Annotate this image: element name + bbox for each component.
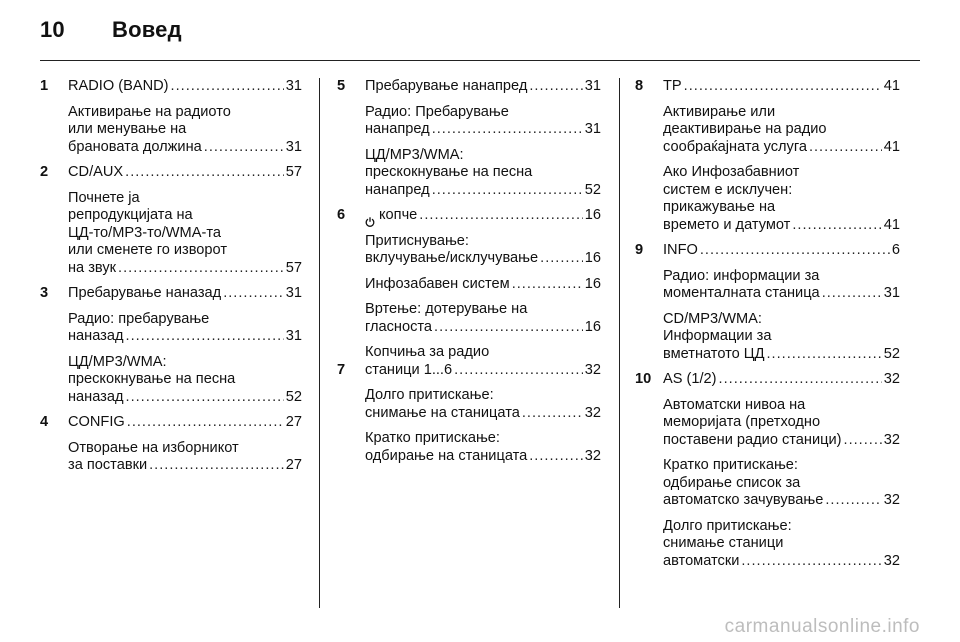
toc-line: [663, 199, 900, 217]
toc-sub-entry: [663, 457, 900, 510]
leader-dots: [719, 371, 882, 389]
toc-line-with-page: [68, 389, 302, 407]
toc-sub-entry: [68, 104, 302, 157]
leader-dots: [684, 78, 882, 96]
page-ref[interactable]: 32: [883, 492, 900, 508]
watermark-logo: carmanualsonline.info: [724, 616, 920, 637]
page-ref[interactable]: 52: [285, 388, 302, 405]
entry-text: ЦД/MP3/WMA:: [365, 146, 464, 163]
entry-text: одбирање список за: [663, 474, 801, 491]
toc-line-with-page: [68, 285, 302, 303]
entry-text: гласноста: [365, 318, 433, 335]
entry-text: INFO: [663, 242, 698, 258]
toc-line: [365, 147, 601, 165]
toc-line: [663, 414, 900, 432]
toc-entry-8: [635, 78, 900, 234]
toc-entry-head: [40, 285, 302, 303]
toc-line: [365, 233, 601, 251]
entry-text: Пребарување наназад: [68, 285, 222, 301]
toc-line: [663, 164, 900, 182]
page-ref[interactable]: 32: [883, 431, 900, 448]
entry-text: CD/MP3/WMA:: [663, 310, 762, 327]
leader-dots: [844, 432, 882, 450]
entry-text: AS (1/2): [663, 371, 717, 387]
toc-line-with-page: [663, 492, 900, 510]
entry-text: Долго притискање:: [365, 387, 494, 403]
toc-line-with-page: [365, 121, 601, 139]
leader-dots: [512, 276, 583, 294]
toc-column-1: [40, 78, 302, 483]
entry-text: Радио: пребарување: [68, 310, 210, 327]
entry-text: Отворање на изборникот: [68, 439, 239, 456]
entry-number: 1: [40, 78, 49, 94]
page-ref[interactable]: 32: [883, 371, 900, 387]
toc-line: [68, 311, 302, 329]
toc-line: [68, 354, 302, 372]
entry-body: [68, 285, 302, 303]
page-ref[interactable]: 32: [584, 447, 601, 464]
entry-text: сообраќајната услуга: [663, 138, 807, 155]
toc-line: [365, 387, 601, 405]
power-icon: [365, 215, 375, 225]
entry-text: автоматско зачувување: [663, 492, 824, 508]
entry-number: 7: [337, 361, 346, 378]
entry-text: Ако Инфозабавниот: [663, 164, 800, 180]
entry-number: 4: [40, 414, 49, 430]
entry-body: [663, 371, 900, 389]
page-ref[interactable]: 31: [285, 285, 302, 301]
toc-column-2: [337, 78, 601, 473]
leader-dots: [223, 285, 284, 303]
page-ref[interactable]: 52: [883, 345, 900, 362]
page-ref[interactable]: 32: [584, 361, 601, 378]
toc-line: [663, 182, 900, 200]
toc-entry-3: [40, 285, 302, 406]
entry-text: Радио: Пребарување: [365, 103, 509, 120]
toc-line: [68, 242, 302, 260]
leader-dots: [825, 492, 881, 510]
page-ref[interactable]: 16: [584, 207, 601, 223]
toc-line: [68, 225, 302, 243]
toc-entry-head: [635, 242, 900, 260]
page-title: Вовед: [112, 17, 182, 42]
entry-text: копче: [379, 207, 418, 223]
entry-text: времето и датумот: [663, 216, 791, 233]
entry-text: репродукцијата на: [68, 207, 193, 223]
toc-line-with-page: [663, 371, 900, 389]
entry-text: Притиснување:: [365, 232, 469, 249]
entry-text: наназад: [68, 388, 124, 405]
toc-line-with-page: [68, 457, 302, 475]
entry-text: снимање станици: [663, 535, 784, 551]
entry-text: Вртење: дотерување на: [365, 301, 528, 317]
leader-dots: [700, 242, 890, 260]
toc-line: [68, 207, 302, 225]
toc-entry-9: [635, 242, 900, 363]
header-rule: [40, 60, 920, 61]
entry-body: [68, 164, 302, 182]
toc-line: [663, 457, 900, 475]
entry-body: [663, 78, 900, 96]
toc-sub-entry: [68, 190, 302, 278]
toc-entry-head: [40, 164, 302, 182]
leader-dots: [432, 182, 583, 200]
leader-dots: [118, 260, 284, 278]
toc-sub-entry: [365, 276, 601, 294]
toc-sub-entry: [365, 387, 601, 422]
entry-text: прикажување на: [663, 199, 776, 215]
entry-text: ЦД/MP3/WMA:: [68, 353, 167, 370]
toc-line: [663, 104, 900, 122]
entry-number: 6: [337, 207, 346, 223]
entry-number: 2: [40, 164, 49, 180]
page-ref[interactable]: 16: [584, 275, 601, 292]
entry-text: на звук: [68, 259, 117, 276]
page-ref[interactable]: 31: [285, 78, 302, 94]
entry-text: моменталната станица: [663, 285, 820, 301]
page-ref[interactable]: 57: [285, 164, 302, 180]
leader-dots: [809, 139, 882, 157]
page-ref[interactable]: 31: [285, 328, 302, 344]
leader-dots: [741, 553, 881, 571]
entry-text: Активирање на радиото: [68, 103, 231, 120]
entry-text: вклучување/исклучување: [365, 250, 539, 266]
toc-line-with-page: [68, 414, 302, 432]
toc-line-with-page: [663, 139, 900, 157]
entry-text: прескокнување на песна: [365, 164, 533, 180]
toc-line-with-page: [663, 285, 900, 303]
toc-sub-entry: [663, 268, 900, 303]
entry-text: вметнатото ЦД: [663, 345, 765, 362]
toc-line-with-page: [365, 319, 601, 337]
toc-line-with-page: [365, 78, 601, 96]
entry-text: ЦД-то/MP3-то/WMA-та: [68, 224, 221, 241]
entry-text: или сменете го изворот: [68, 242, 228, 258]
leader-dots: [432, 121, 583, 139]
toc-line: [663, 535, 900, 553]
entry-text: поставени радио станици): [663, 431, 842, 448]
entry-number: 3: [40, 285, 49, 301]
toc-line-with-page: [365, 182, 601, 200]
page-ref[interactable]: 31: [883, 285, 900, 301]
entry-text: одбирање на станицата: [365, 447, 528, 464]
entry-text: автоматски: [663, 552, 740, 569]
page-ref[interactable]: 52: [584, 181, 601, 198]
toc-line-with-page: [68, 164, 302, 182]
page-ref[interactable]: 6: [891, 242, 900, 258]
toc-line: [663, 121, 900, 139]
toc-sub-entry: [663, 104, 900, 157]
entry-text: станици 1...6: [365, 361, 453, 378]
entry-text: Активирање или: [663, 103, 776, 120]
toc-entry-head: [337, 207, 601, 225]
toc-line-with-page: [365, 207, 601, 225]
toc-line-with-page: [68, 139, 302, 157]
leader-dots: [125, 164, 284, 182]
toc-sub-entry: [365, 233, 601, 268]
toc-line: [68, 371, 302, 389]
entry-text: деактивирање на радио: [663, 121, 827, 137]
page-header: [40, 17, 182, 43]
page-ref[interactable]: 41: [883, 78, 900, 94]
entry-number: 10: [635, 371, 652, 387]
toc-line-with-page: [365, 276, 601, 294]
toc-line-with-page: [365, 362, 601, 380]
page-ref[interactable]: 27: [285, 457, 302, 473]
column-divider: [619, 78, 620, 608]
leader-dots: [149, 457, 284, 475]
leader-dots: [419, 207, 582, 225]
entry-number: 9: [635, 242, 644, 258]
toc-line-with-page: [663, 242, 900, 260]
toc-sub-entry: [68, 311, 302, 346]
toc-entry-head: [40, 78, 302, 96]
entry-text: Кратко притискање:: [663, 457, 798, 473]
leader-dots: [126, 389, 284, 407]
toc-entry-head: [635, 371, 900, 389]
toc-line: [663, 328, 900, 346]
toc-sub-entry: [365, 104, 601, 139]
toc-line-with-page: [663, 78, 900, 96]
page-ref[interactable]: 32: [584, 404, 601, 421]
toc-line: [365, 344, 601, 362]
toc-line-with-page: [663, 217, 900, 235]
leader-dots: [454, 362, 583, 380]
toc-entry-6: [337, 207, 601, 336]
entry-text: RADIO (BAND): [68, 78, 169, 94]
toc-line-with-page: [365, 448, 601, 466]
toc-entry-5: [337, 78, 601, 199]
entry-text: или менување на: [68, 121, 187, 137]
entry-text: Кратко притискање:: [365, 430, 500, 446]
leader-dots: [529, 448, 583, 466]
toc-line: [365, 301, 601, 319]
entry-text: наназад: [68, 328, 124, 344]
entry-body: [365, 78, 601, 96]
toc-line-with-page: [68, 328, 302, 346]
entry-text: Автоматски нивоа на: [663, 396, 806, 413]
toc-sub-entry: [663, 518, 900, 571]
toc-entry-head: [337, 344, 601, 379]
entry-number: 5: [337, 78, 346, 94]
toc-sub-entry: [365, 147, 601, 200]
entry-text: систем е исклучен:: [663, 181, 793, 198]
toc-line: [663, 518, 900, 536]
entry-number: 8: [635, 78, 644, 94]
leader-dots: [434, 319, 583, 337]
entry-body: [365, 344, 601, 379]
entry-text: Почнете ја: [68, 189, 140, 206]
leader-dots: [792, 217, 881, 235]
toc-line-with-page: [663, 553, 900, 571]
entry-text: нанапред: [365, 121, 430, 137]
entry-text: CONFIG: [68, 414, 125, 430]
toc-sub-entry: [68, 440, 302, 475]
entry-text: CD/AUX: [68, 164, 124, 180]
toc-line: [365, 164, 601, 182]
leader-dots: [522, 405, 583, 423]
page-ref[interactable]: 41: [883, 216, 900, 233]
leader-dots: [529, 78, 582, 96]
toc-entry-2: [40, 164, 302, 277]
entry-text: снимање на станицата: [365, 404, 520, 421]
toc-column-3: [635, 78, 900, 578]
entry-text: прескокнување на песна: [68, 371, 236, 387]
page-ref[interactable]: 31: [584, 121, 601, 137]
toc-entry-head: [40, 414, 302, 432]
entry-body: [663, 242, 900, 260]
entry-text: брановата должина: [68, 138, 202, 155]
toc-line: [365, 430, 601, 448]
toc-line: [68, 190, 302, 208]
leader-dots: [127, 414, 284, 432]
toc-line: [68, 440, 302, 458]
toc-sub-entry: [365, 301, 601, 336]
toc-entry-head: [635, 78, 900, 96]
toc-sub-entry: [663, 164, 900, 234]
toc-line: [663, 397, 900, 415]
toc-entry-7: [337, 344, 601, 465]
entry-body: [68, 414, 302, 432]
toc-line: [68, 104, 302, 122]
page-ref[interactable]: 41: [883, 138, 900, 155]
page-ref[interactable]: 16: [584, 250, 601, 266]
entry-text: нанапред: [365, 181, 430, 198]
entry-text: Долго притискање:: [663, 517, 792, 534]
leader-dots: [126, 328, 284, 346]
column-divider: [319, 78, 320, 608]
toc-line-with-page: [663, 432, 900, 450]
leader-dots: [766, 346, 881, 364]
entry-text: Инфозабавен систем: [365, 275, 510, 292]
toc-sub-entry: [68, 354, 302, 407]
toc-entry-1: [40, 78, 302, 156]
toc-sub-entry: [663, 311, 900, 364]
page-ref[interactable]: 31: [285, 138, 302, 155]
entry-text: Копчиња за радио: [365, 344, 490, 360]
toc-line: [663, 311, 900, 329]
page-ref[interactable]: 57: [285, 259, 302, 276]
toc-line-with-page: [365, 250, 601, 268]
toc-line: [365, 104, 601, 122]
entry-text: Радио: информации за: [663, 267, 820, 284]
page-ref[interactable]: 31: [584, 78, 601, 94]
toc-line: [663, 268, 900, 286]
toc-line-with-page: [68, 78, 302, 96]
entry-text: Информации за: [663, 328, 772, 344]
toc-line-with-page: [663, 346, 900, 364]
toc-line: [68, 121, 302, 139]
toc-entry-10: [635, 371, 900, 570]
page-ref[interactable]: 27: [285, 414, 302, 430]
entry-body: [68, 78, 302, 96]
entry-text: меморијата (претходно: [663, 414, 821, 430]
leader-dots: [822, 285, 882, 303]
entry-body: [365, 207, 601, 225]
toc-entry-4: [40, 414, 302, 475]
leader-dots: [204, 139, 284, 157]
page-number: 10: [40, 17, 65, 42]
toc-sub-entry: [663, 397, 900, 450]
entry-text: Пребарување нанапред: [365, 78, 528, 94]
leader-dots: [540, 250, 583, 268]
toc-sub-entry: [365, 430, 601, 465]
toc-line-with-page: [365, 405, 601, 423]
page-ref[interactable]: 16: [584, 318, 601, 335]
toc-line: [663, 475, 900, 493]
entry-text: TP: [663, 78, 682, 94]
entry-text: за поставки: [68, 457, 148, 473]
leader-dots: [171, 78, 284, 96]
page-ref[interactable]: 32: [883, 552, 900, 569]
toc-entry-head: [337, 78, 601, 96]
toc-line-with-page: [68, 260, 302, 278]
